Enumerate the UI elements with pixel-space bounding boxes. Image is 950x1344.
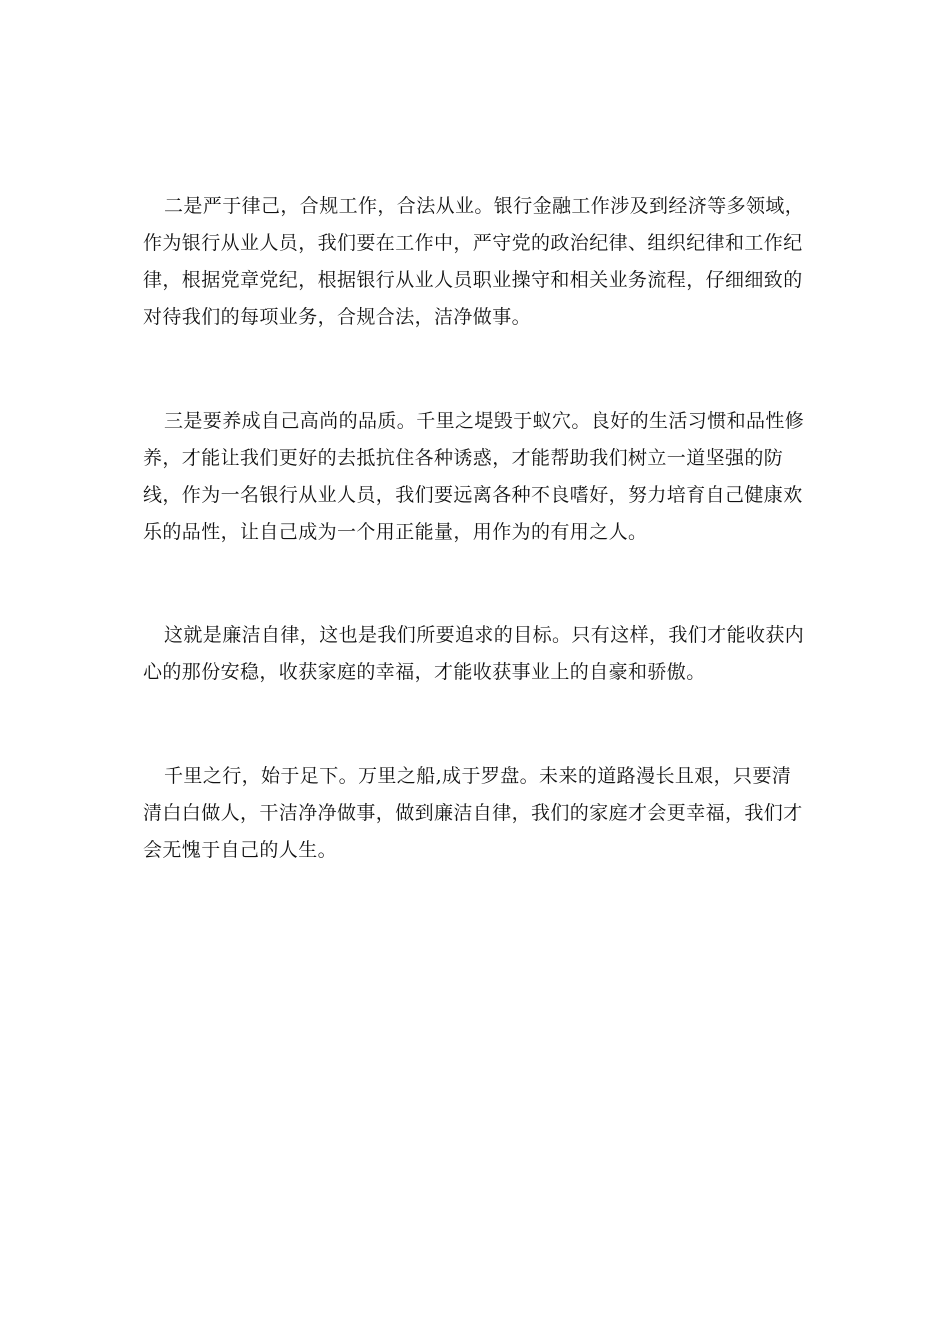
paragraph-conclusion: 千里之行，始于足下。万里之船,成于罗盘。未来的道路漫长且艰，只要清清白白做人，干洁净净做事，做到廉洁自律，我们的家庭才会更幸福，我们才会无愧于自己的人生。 (143, 765, 803, 861)
paragraph-strict-discipline: 二是严于律己，合规工作，合法从业。银行金融工作涉及到经济等多领域，作为银行从业人员，我们要在工作中，严守党的政治纪律、组织纪律和工作纪律，根据党章党纪，根据银行从业人员职业操守和相关业务流程，仔细细致的对待我们的每项业务，合规合法，洁净做事。 (143, 195, 805, 328)
paragraph-noble-character: 三是要养成自己高尚的品质。千里之堤毁于蚁穴。良好的生活习惯和品性修养，才能让我们更好的去抵抗住各种诱惑，才能帮助我们树立一道坚强的防线，作为一名银行从业人员，我们要远离各种不良嗜好，努力培育自己健康欢乐的品性，让自己成为一个用正能量，用作为的有用之人。 (143, 410, 805, 543)
paragraph-integrity-goal: 这就是廉洁自律，这也是我们所要追求的目标。只有这样，我们才能收获内心的那份安稳，收获家庭的幸福，才能收获事业上的自豪和骄傲。 (143, 624, 805, 683)
